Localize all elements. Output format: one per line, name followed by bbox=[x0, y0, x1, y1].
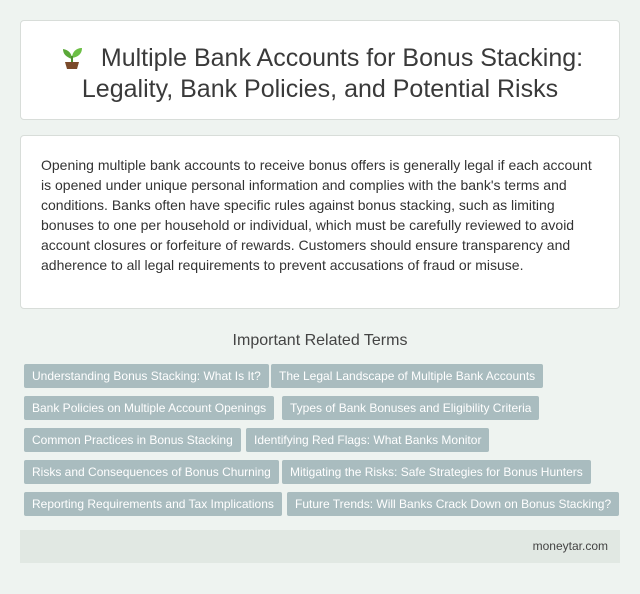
article-card bbox=[20, 135, 620, 309]
term-tag[interactable]: The Legal Landscape of Multiple Bank Accounts bbox=[271, 364, 543, 388]
term-tag[interactable]: Mitigating the Risks: Safe Strategies for Bonus Hunters bbox=[282, 460, 591, 484]
article-text: Opening multiple bank accounts to receive bonus offers is generally legal if each account is opened under unique personal information and complies with the bank's terms and conditions. Banks often have specific rules against bonus stacking, such as limiting bonuses to one per household or individual, which must be carefully reviewed to avoid account closures or forfeiture of rewards. Customers should ensure transparency and adherence to all legal requirements to prevent accusations of fraud or misuse. bbox=[41, 157, 592, 273]
page-title bbox=[21, 43, 619, 105]
sprout-icon bbox=[57, 44, 87, 70]
term-tag[interactable]: Bank Policies on Multiple Account Openings bbox=[24, 396, 274, 420]
term-tag[interactable]: Understanding Bonus Stacking: What Is It? bbox=[24, 364, 269, 388]
term-tag[interactable]: Reporting Requirements and Tax Implications bbox=[24, 492, 282, 516]
term-tag[interactable]: Identifying Red Flags: What Banks Monitor bbox=[246, 428, 489, 452]
title-line-2: Legality, Bank Policies, and Potential Risks bbox=[81, 75, 559, 103]
term-tag[interactable]: Future Trends: Will Banks Crack Down on Bonus Stacking? bbox=[287, 492, 619, 516]
term-tag[interactable]: Common Practices in Bonus Stacking bbox=[24, 428, 241, 452]
site-name[interactable]: moneytar.com bbox=[532, 539, 608, 553]
term-tag[interactable]: Types of Bank Bonuses and Eligibility Criteria bbox=[282, 396, 539, 420]
term-tag[interactable]: Risks and Consequences of Bonus Churning bbox=[24, 460, 279, 484]
related-terms-heading: Important Related Terms bbox=[232, 332, 408, 349]
footer bbox=[20, 530, 620, 563]
title-line-1: Multiple Bank Accounts for Bonus Stacking: bbox=[21, 43, 619, 74]
title-card bbox=[20, 20, 620, 120]
